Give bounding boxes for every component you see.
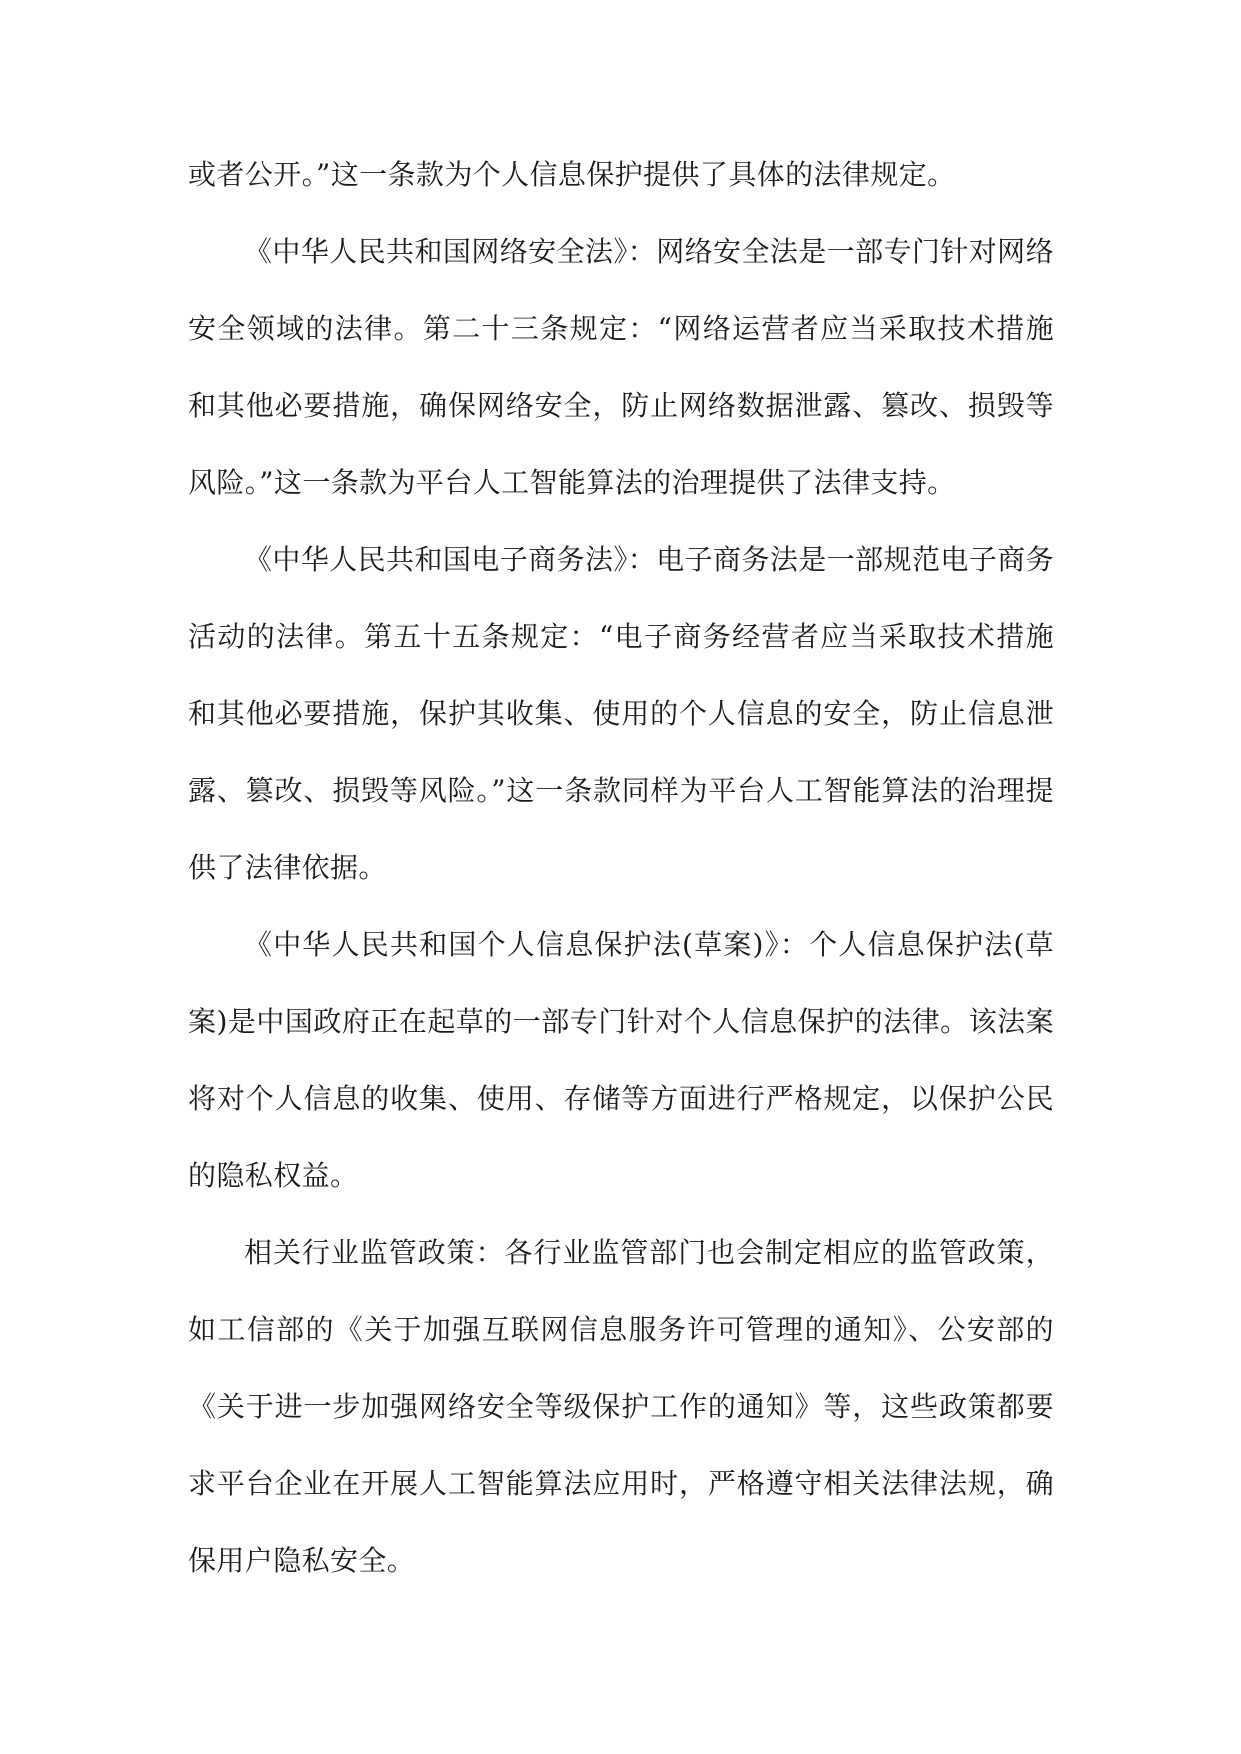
paragraph-industry-policy: 相关行业监管政策：各行业监管部门也会制定相应的监管政策，如工信部的《关于加强互联网信息服务许可管理的通知》、公安部的《关于进一步加强网络安全等级保护工作的通知》等，这些政策都要求平台企业在开展人工智能算法应用时，严格遵守相关法律法规，确保用户隐私安全。 bbox=[188, 1236, 1054, 1577]
paragraph-personal-info-law: 《中华人民共和国个人信息保护法(草案)》：个人信息保护法(草案)是中国政府正在起草的一部专门针对个人信息保护的法律。该法案将对个人信息的收集、使用、存储等方面进行严格规定，以保护公民的隐私权益。 bbox=[188, 928, 1054, 1192]
paragraph-cybersecurity-law: 《中华人民共和国网络安全法》：网络安全法是一部专门针对网络安全领域的法律。第二十三条规定：“网络运营者应当采取技术措施和其他必要措施，确保网络安全，防止网络数据泄露、篡改、损毁等风险。”这一条款为平台人工智能算法的治理提供了法律支持。 bbox=[188, 235, 1054, 499]
document-body bbox=[188, 136, 1054, 1599]
paragraph-continuation: 或者公开。”这一条款为个人信息保护提供了具体的法律规定。 bbox=[188, 158, 956, 191]
paragraph-ecommerce-law: 《中华人民共和国电子商务法》：电子商务法是一部规范电子商务活动的法律。第五十五条规定：“电子商务经营者应当采取技术措施和其他必要措施，保护其收集、使用的个人信息的安全，防止信息泄露、篡改、损毁等风险。”这一条款同样为平台人工智能算法的治理提供了法律依据。 bbox=[188, 543, 1054, 884]
